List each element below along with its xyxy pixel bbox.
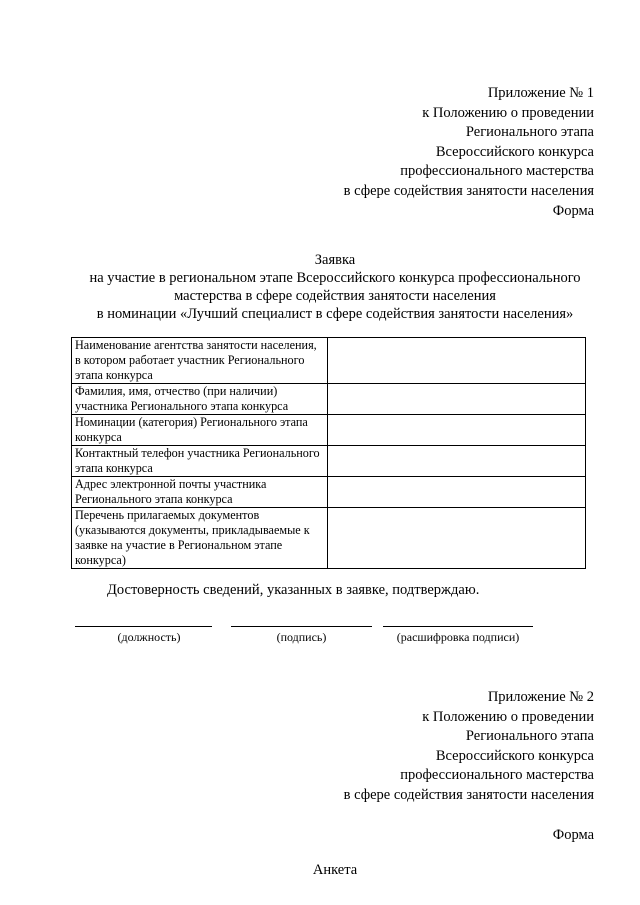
table-row	[72, 508, 586, 569]
table-row-value[interactable]	[328, 384, 586, 415]
table-row	[72, 477, 586, 508]
application-title-line: на участие в региональном этапе Всероссийского конкурса профессионального	[89, 270, 581, 286]
appendix-1-header	[344, 84, 594, 201]
table-row-label: Фамилия, имя, отчество (при наличии) участника Регионального этапа конкурса	[72, 384, 328, 415]
form-label-2: Форма	[552, 827, 594, 843]
appendix-1-line: Приложение № 1	[487, 85, 594, 101]
signature-label: (подпись)	[276, 630, 327, 644]
decoding-label: (расшифровка подписи)	[396, 630, 520, 644]
table-row-value[interactable]	[328, 338, 586, 384]
appendix-1-line: Регионального этапа	[465, 124, 594, 140]
appendix-2-line: к Положению о проведении	[422, 708, 594, 725]
application-title-line: в номинации «Лучший специалист в сфере содействия занятости населения»	[96, 306, 574, 322]
table-row-label: Контактный телефон участника Регионального этапа конкурса	[72, 446, 328, 477]
appendix-2-line: Всероссийского конкурса	[435, 747, 594, 764]
position-signature-line[interactable]	[75, 626, 212, 627]
table-row-value[interactable]	[328, 477, 586, 508]
questionnaire-title: Анкета	[312, 862, 358, 878]
appendix-1-line: к Положению о проведении	[422, 104, 594, 121]
table-row-label: Адрес электронной почты участника Регионального этапа конкурса	[72, 477, 328, 508]
application-title-line: Заявка	[314, 252, 356, 268]
position-label: (должность)	[117, 630, 181, 644]
appendix-1-line: профессионального мастерства	[400, 163, 594, 179]
decoding-signature-line[interactable]	[383, 626, 533, 627]
confirmation-text: Достоверность сведений, указанных в заявке, подтверждаю.	[107, 582, 480, 598]
table-row-label: Номинации (категория) Регионального этапа конкурса	[72, 415, 328, 446]
table-row	[72, 415, 586, 446]
appendix-1-line: Всероссийского конкурса	[435, 143, 594, 160]
appendix-1-line: в сфере содействия занятости населения	[343, 182, 594, 199]
table-row-value[interactable]	[328, 446, 586, 477]
table-row	[72, 384, 586, 415]
appendix-2-line: профессионального мастерства	[400, 767, 594, 783]
application-table	[71, 337, 586, 569]
table-row-label: Наименование агентства занятости населения, в котором работает участник Регионального этапа конкурса	[72, 338, 328, 384]
form-label-1: Форма	[552, 203, 594, 219]
appendix-2-line: в сфере содействия занятости населения	[343, 786, 594, 803]
application-title-line: мастерства в сфере содействия занятости населения	[174, 288, 496, 304]
table-row-value[interactable]	[328, 508, 586, 569]
signature-line[interactable]	[231, 626, 372, 627]
application-title	[0, 251, 640, 323]
table-row	[72, 446, 586, 477]
appendix-2-header	[344, 688, 594, 805]
appendix-2-line: Регионального этапа	[465, 728, 594, 744]
table-row-label: Перечень прилагаемых документов (указываются документы, прикладываемые к заявке на участие в Региональном этапе конкурса)	[72, 508, 328, 569]
appendix-2-line: Приложение № 2	[487, 689, 594, 705]
table-row-value[interactable]	[328, 415, 586, 446]
table-row	[72, 338, 586, 384]
